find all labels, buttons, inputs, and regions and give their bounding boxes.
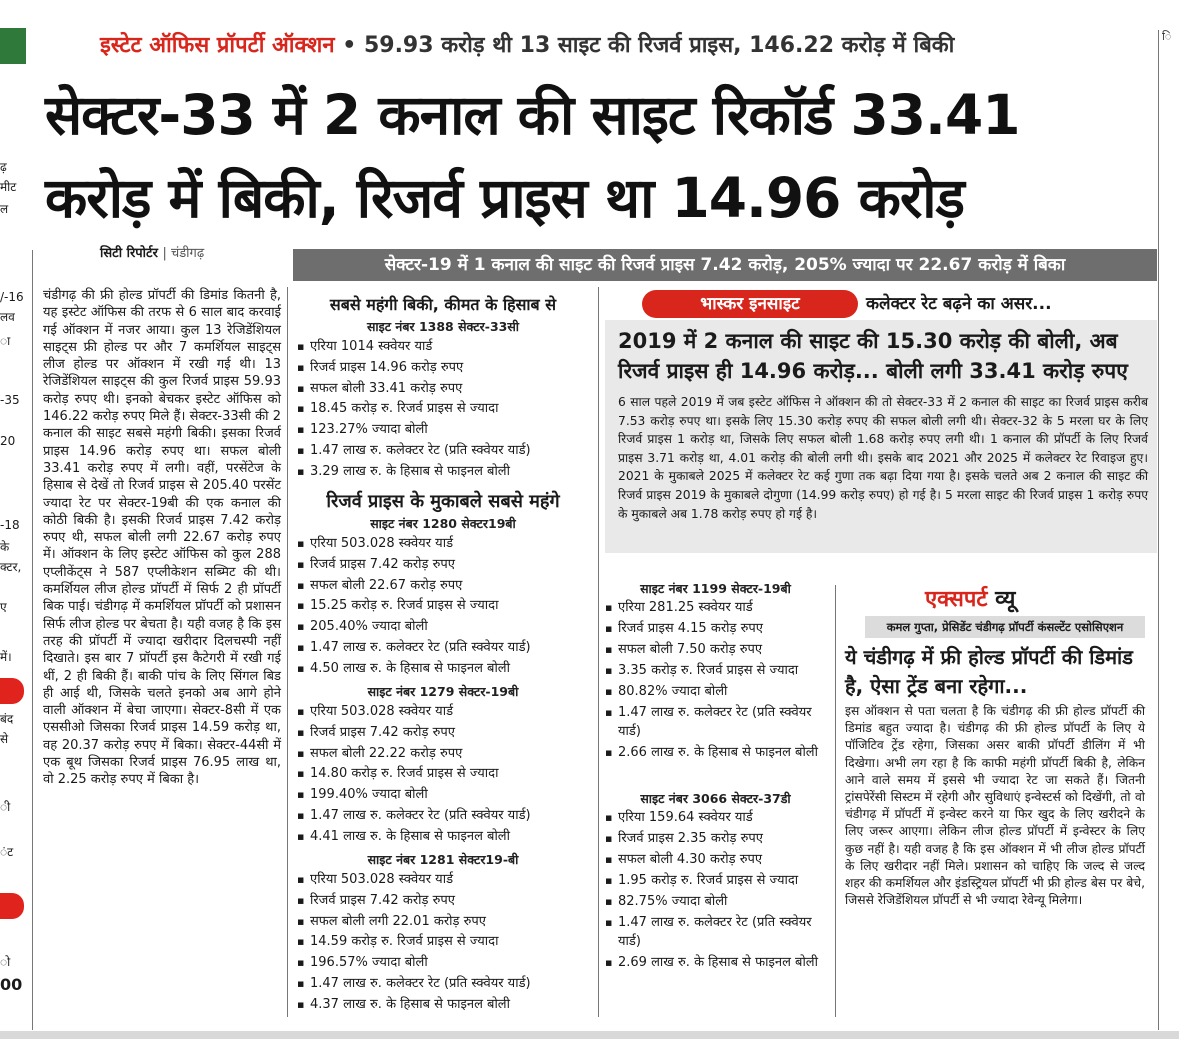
column-divider xyxy=(598,287,599,1017)
fragment: ढ़ xyxy=(0,160,7,174)
list-item: ▪ एरिया 1014 स्क्वेयर यार्ड xyxy=(296,337,596,358)
list-item: ▪ 123.27% ज्यादा बोली xyxy=(296,420,596,441)
column-divider xyxy=(835,585,836,1017)
expert-logo-black: व्यू xyxy=(995,587,1016,612)
list-item: ▪ सफल बोली लगी 22.01 करोड़ रुपए xyxy=(296,912,596,933)
fragment: /-16 xyxy=(0,290,24,304)
byline xyxy=(100,243,204,261)
list-item: ▪ 3.29 लाख रु. के हिसाब से फाइनल बोली xyxy=(296,462,596,483)
section-heading: सबसे महंगी बिकी, कीमत के हिसाब से xyxy=(329,295,557,314)
list-item: ▪ एरिया 503.028 स्क्वेयर यार्ड xyxy=(296,870,596,891)
list-item: ▪ 196.57% ज्यादा बोली xyxy=(296,953,596,974)
site-title: साइट नंबर 1279 सेक्टर-19बी xyxy=(367,684,519,699)
list-item: ▪ सफल बोली 22.67 करोड़ रुपए xyxy=(296,576,596,597)
list-item: ▪ 1.47 लाख रु. कलेक्टर रेट (प्रति स्क्वेयर यार्ड) xyxy=(296,806,596,827)
fragment: मीट xyxy=(0,180,17,194)
subhead-bar: सेक्टर-19 में 1 कनाल की साइट की रिजर्व प्राइस 7.42 करोड़, 205% ज्यादा पर 22.67 करोड़ में बिका xyxy=(293,249,1157,281)
fragment: बंद xyxy=(0,712,14,726)
section-heading: रिजर्व प्राइस के मुकाबले सबसे महंगे xyxy=(326,491,560,512)
insight-headline: 2019 में 2 कनाल की साइट की 15.30 करोड़ की बोली, अब रिजर्व प्राइस ही 14.96 करोड़... बोली लगी 33.41 करोड़ रुपए xyxy=(618,329,1128,383)
kicker-summary: • 59.93 करोड़ थी 13 साइट की रिजर्व प्राइस, 146.22 करोड़ में बिकी xyxy=(342,33,955,58)
list-item: ▪ सफल बोली 22.22 करोड़ रुपए xyxy=(296,744,596,765)
fragment: ा xyxy=(0,334,11,348)
right-adjacent-column xyxy=(1162,30,1179,1030)
fragment: -35 xyxy=(0,393,20,407)
kicker xyxy=(100,30,1160,62)
site-title: साइट नंबर 1281 सेक्टर19-बी xyxy=(367,852,519,867)
headline-line-2: करोड़ में बिकी, रिजर्व प्राइस था 14.96 करोड़ xyxy=(45,166,964,230)
list-item: ▪ एरिया 503.028 स्क्वेयर यार्ड xyxy=(296,534,596,555)
kicker-label: इस्टेट ऑफिस प्रॉपर्टी ऑक्शन xyxy=(100,33,335,58)
fragment: ी xyxy=(0,800,11,814)
fragment: ंट xyxy=(0,845,14,859)
list-item: ▪ 1.47 लाख रु. कलेक्टर रेट (प्रति स्क्वेयर यार्ड) xyxy=(604,703,830,741)
list-item: ▪ 2.69 लाख रु. के हिसाब से फाइनल बोली xyxy=(604,953,830,972)
list-item: ▪ एरिया 159.64 स्क्वेयर यार्ड xyxy=(604,808,830,827)
bottom-edge xyxy=(0,1031,1179,1039)
site-title: साइट नंबर 1388 सेक्टर-33सी xyxy=(366,319,520,334)
fragment: 00 xyxy=(0,975,23,994)
site-details-list xyxy=(296,870,596,1016)
fragment: ो xyxy=(0,955,11,969)
expert-logo-red: एक्सपर्ट xyxy=(925,587,988,612)
fragment: ल xyxy=(0,202,9,216)
fragment: ए xyxy=(0,600,7,614)
site-title: साइट नंबर 1280 सेक्टर19बी xyxy=(370,516,516,531)
headline-line-1: सेक्टर-33 में 2 कनाल की साइट रिकॉर्ड 33.41 xyxy=(45,83,1020,147)
list-item: ▪ रिजर्व प्राइस 7.42 करोड़ रुपए xyxy=(296,555,596,576)
list-item: ▪ 205.40% ज्यादा बोली xyxy=(296,617,596,638)
list-item: ▪ सफल बोली 4.30 करोड़ रुपए xyxy=(604,850,830,869)
list-item: ▪ रिजर्व प्राइस 7.42 करोड़ रुपए xyxy=(296,723,596,744)
list-item: ▪ 1.47 लाख रु. कलेक्टर रेट (प्रति स्क्वेयर यार्ड) xyxy=(604,913,830,951)
column-divider xyxy=(287,287,288,1017)
fragment: से xyxy=(0,732,9,746)
list-item: ▪ 3.35 करोड़ रु. रिजर्व प्राइस से ज्यादा xyxy=(604,661,830,680)
list-item: ▪ एरिया 281.25 स्क्वेयर यार्ड xyxy=(604,598,830,617)
list-item: ▪ 2.66 लाख रु. के हिसाब से फाइनल बोली xyxy=(604,743,830,762)
fragment: के xyxy=(0,540,10,554)
list-item: ▪ 1.47 लाख रु. कलेक्टर रेट (प्रति स्क्वेयर यार्ड) xyxy=(296,974,596,995)
list-item: ▪ रिजर्व प्राइस 14.96 करोड़ रुपए xyxy=(296,358,596,379)
column-divider xyxy=(1158,30,1159,1030)
fragment: -18 xyxy=(0,518,20,532)
fragment: ि xyxy=(1162,30,1172,43)
site-details-list xyxy=(296,702,596,848)
column-divider xyxy=(32,250,33,1030)
list-item: ▪ 1.47 लाख रु. कलेक्टर रेट (प्रति स्क्वेयर यार्ड) xyxy=(296,638,596,659)
site-title: साइट नंबर 3066 सेक्टर-37डी xyxy=(640,791,791,806)
list-item: ▪ 4.37 लाख रु. के हिसाब से फाइनल बोली xyxy=(296,995,596,1016)
red-marker xyxy=(0,678,24,704)
expert-body: इस ऑक्शन से पता चलता है कि चंडीगढ़ की फ्री होल्ड प्रॉपर्टी की डिमांड बहुत ज्यादा है। चंडीगढ़ की फ्री होल्ड प्रॉपर्टी के लिए ये पॉजिटिव ट्रेंड रहेगा, जिसका असर बाकी प्रॉपर्टी डीलिंग में भी दिखेगा। अभी लग रहा है कि काफी महंगी प्रॉपर्टी बिकी है, लेकिन आने वाले समय में इससे भी ज्यादा रेट जा सकते हैं। जितनी ट्रांसपेरेंसी सिस्टम में रहेगी और सुविधाएं इन्वेस्टर्स को दिखेंगी, तो वो चंडीगढ़ में प्रॉपर्टी में इन्वेस्ट करने या फिर खुद के लिए खरीदने के लिए जरूर आएगा। लेकिन लीज होल्ड प्रॉपर्टी में इन्वेस्टर के लिए कुछ नहीं है। यही वजह है कि इस ऑक्शन में भी लीज होल्ड प्रॉपर्टी के लिए खरीदार नहीं मिले। प्रशासन को चाहिए कि जल्द से जल्द शहर की कमर्शियल और इंडस्ट्रियल प्रॉपर्टी भी फ्री होल्ड बेस पर बेचे, जिससे रेजिडेंशियल प्रॉपर्टी से भी ज्यादा रेवेन्यू मिलेगा। xyxy=(845,704,1145,908)
list-item: ▪ 18.45 करोड़ रु. रिजर्व प्राइस से ज्यादा xyxy=(296,399,596,420)
fragment: लव xyxy=(0,310,15,324)
expert-view-logo xyxy=(925,583,1015,613)
expert-byline: कमल गुप्ता, प्रेसिडेंट चंडीगढ़ प्रॉपर्टी कंसल्टेंट एसोसिएशन xyxy=(865,616,1145,638)
list-item: ▪ 4.50 लाख रु. के हिसाब से फाइनल बोली xyxy=(296,659,596,680)
list-item: ▪ 1.47 लाख रु. कलेक्टर रेट (प्रति स्क्वेयर यार्ड) xyxy=(296,441,596,462)
fragment: में। xyxy=(0,650,12,664)
fragment: क्टर, xyxy=(0,560,22,574)
byline-author: सिटी रिपोर्टर xyxy=(100,246,158,261)
site-details-list xyxy=(296,337,596,483)
article-body: चंडीगढ़ की फ्री होल्ड प्रॉपर्टी की डिमांड कितनी है, यह इस्टेट ऑफिस की तरफ से 6 साल बाद करवाई गई ऑक्शन में नजर आया। कुल 13 रेजिडेंशियल साइट्स फ्री होल्ड पर और 7 कमर्शियल साइट्स लीज होल्ड पर ऑक्शन में रखी गई थी। 13 रेजिडेंशियल साइट्स की कुल रिजर्व प्राइस 59.93 करोड़ रुपए थी। इनको बेचकर इस्टेट ऑफिस को 146.22 करोड़ रुपए मिले हैं। सेक्टर-33सी की 2 कनाल की साइट सबसे महंगी बिकी। इसका रिजर्व प्राइस 14.96 करोड़ रुपए था। सफल बोली 33.41 करोड़ रुपए में लगी। वहीं, परसेंटेज के हिसाब से देखें तो रिजर्व प्राइस से 205.40 परसेंट ज्यादा रेट पर सेक्टर-19बी की एक कनाल की कोठी बिकी है। इसकी रिजर्व प्राइस 7.42 करोड़ रुपए थी, सफल बोली लगी 22.67 करोड़ रुपए में। ऑक्शन के लिए इस्टेट ऑफिस को कुल 288 एप्लीकेंट्स ने 587 एप्लीकेशन सब्मिट की थी। कमर्शियल लीज होल्ड प्रॉपर्टी में सिर्फ 2 ही प्रॉपर्टी बिक पाई। चंडीगढ़ में कमर्शियल प्रॉपर्टी को प्रशासन सिर्फ लीज होल्ड पर बेचता है। यही वजह है कि इस तरह की प्रॉपर्टी में ज्यादा खरीदार दिलचस्पी नहीं दिखाते। इस बार 7 प्रॉपर्टी इस कैटेगरी में रखी गई थीं, 2 ही बिकी हैं। बाकी पांच के लिए सिंगल बिड ही आई थी, जिसके चलते इनको अब आगे होने वाली ऑक्शन में बेचा जाएगा। सेक्टर-8सी में एक एससीओ जिसका रिजर्व प्राइस 14.59 करोड़ था, वह 20.37 करोड़ रुपए में बिका। सेक्टर-44सी में एक बूथ जिसका रिजर्व प्राइस 76.95 लाख था, वो 2.25 करोड़ रुपए में बिका है। xyxy=(43,288,281,788)
list-item: ▪ एरिया 503.028 स्क्वेयर यार्ड xyxy=(296,702,596,723)
insight-body: 6 साल पहले 2019 में जब इस्टेट ऑफिस ने ऑक्शन की तो सेक्टर-33 में 2 कनाल की साइट का रिजर्व प्राइस करीब 7.53 करोड़ रुपए था। इसके लिए 15.30 करोड़ रुपए की सफल बोली लगी थी। सेक्टर-32 के 5 मरला घर के लिए रिजर्व प्राइस 1 करोड़ था, जिसके लिए सफल बोली 1.68 करोड़ रुपए लगी थी। 1 कनाल की प्रॉपर्टी के लिए रिजर्व प्राइस 3.71 करोड़ था, 4.01 करोड़ की बोली लगी थी। इसके बाद 2021 और 2025 में कलेक्टर रेट रिवाइज हुए। 2021 के मुकाबले 2025 में कलेक्टर रेट कई गुणा तक बढ़ा दिया गया है। इसके चलते अब 2 कनाल की साइट की रिजर्व प्राइस 2019 के मुकाबले दोगुणा (14.99 करोड़ रुपए) हो गई है। 5 मरला साइट की रिजर्व प्राइस 1 करोड़ रुपए के मुकाबले अब 1.78 करोड़ रुपए हो गई है। xyxy=(618,395,1148,521)
list-item: ▪ 199.40% ज्यादा बोली xyxy=(296,785,596,806)
left-adjacent-column xyxy=(0,0,30,1039)
list-item: ▪ 15.25 करोड़ रु. रिजर्व प्राइस से ज्यादा xyxy=(296,596,596,617)
expert-headline: ये चंडीगढ़ में फ्री होल्ड प्रॉपर्टी की डिमांड है, ऐसा ट्रेंड बना रहेगा... xyxy=(845,645,1133,698)
list-item: ▪ 82.75% ज्यादा बोली xyxy=(604,892,830,911)
site-details-list xyxy=(604,598,830,764)
green-block xyxy=(0,28,26,64)
list-item: ▪ 14.59 करोड़ रु. रिजर्व प्राइस से ज्यादा xyxy=(296,932,596,953)
list-item: ▪ 14.80 करोड़ रु. रिजर्व प्राइस से ज्यादा xyxy=(296,764,596,785)
list-item: ▪ रिजर्व प्राइस 4.15 करोड़ रुपए xyxy=(604,619,830,638)
red-marker xyxy=(0,893,24,919)
site-title: साइट नंबर 1199 सेक्टर-19बी xyxy=(640,581,791,596)
insight-caption: कलेक्टर रेट बढ़ने का असर... xyxy=(866,294,1052,314)
list-item: ▪ 1.95 करोड़ रु. रिजर्व प्राइस से ज्यादा xyxy=(604,871,830,890)
list-item: ▪ 4.41 लाख रु. के हिसाब से फाइनल बोली xyxy=(296,827,596,848)
list-item: ▪ सफल बोली 7.50 करोड़ रुपए xyxy=(604,640,830,659)
list-item: ▪ 80.82% ज्यादा बोली xyxy=(604,682,830,701)
byline-city: | चंडीगढ़ xyxy=(162,246,205,261)
site-details-list xyxy=(604,808,830,974)
insight-tag: भास्कर इनसाइट xyxy=(642,290,858,318)
list-item: ▪ सफल बोली 33.41 करोड़ रुपए xyxy=(296,379,596,400)
fragment: 20 xyxy=(0,434,16,448)
list-item: ▪ रिजर्व प्राइस 7.42 करोड़ रुपए xyxy=(296,891,596,912)
site-details-list xyxy=(296,534,596,680)
list-item: ▪ रिजर्व प्राइस 2.35 करोड़ रुपए xyxy=(604,829,830,848)
